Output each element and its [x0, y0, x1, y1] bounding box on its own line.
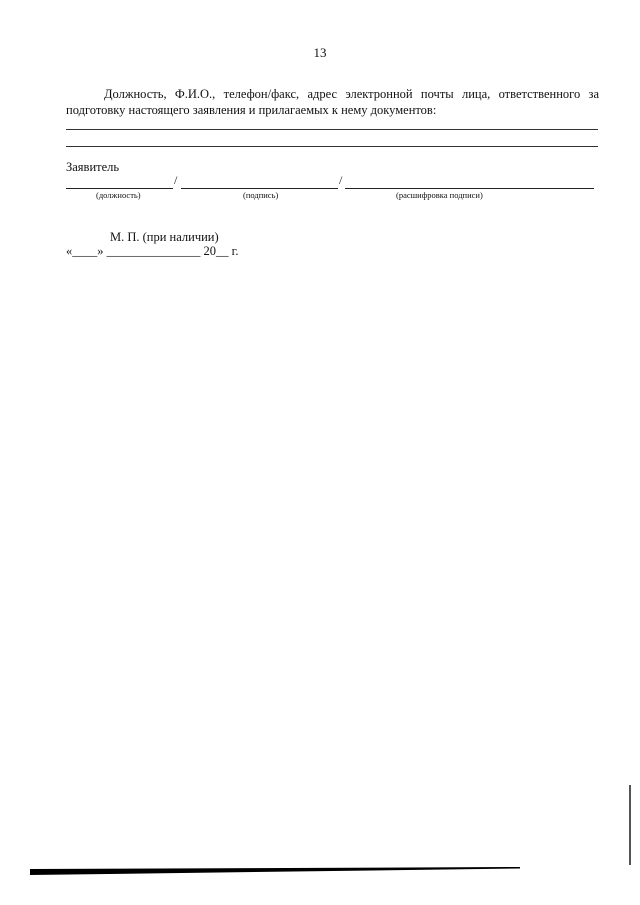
position-caption: (должность)	[96, 190, 141, 200]
seal-note: М. П. (при наличии)	[110, 230, 219, 244]
decoding-fill-line	[345, 188, 594, 189]
signature-fill-line	[181, 188, 338, 189]
signature-caption: (подпись)	[243, 190, 279, 200]
date-line: «____» _______________ 20__ г.	[66, 244, 239, 258]
scan-bottom-bar	[30, 867, 520, 875]
separator-slash: /	[174, 173, 178, 187]
paragraph-text: Должность, Ф.И.О., телефон/факс, адрес электронной почты лица, ответственного за подготовку настоящего заявления и прилагаемых к нему документов:	[66, 87, 599, 117]
page-number: 13	[313, 45, 327, 60]
fill-line-2	[66, 146, 598, 147]
decoding-caption: (расшифровка подписи)	[396, 190, 483, 200]
separator-slash: /	[339, 173, 343, 187]
scan-edge-mark	[629, 785, 631, 865]
position-fill-line	[66, 188, 173, 189]
responsible-person-paragraph	[66, 86, 599, 118]
applicant-label: Заявитель	[66, 160, 120, 174]
fill-line-1	[66, 129, 598, 130]
